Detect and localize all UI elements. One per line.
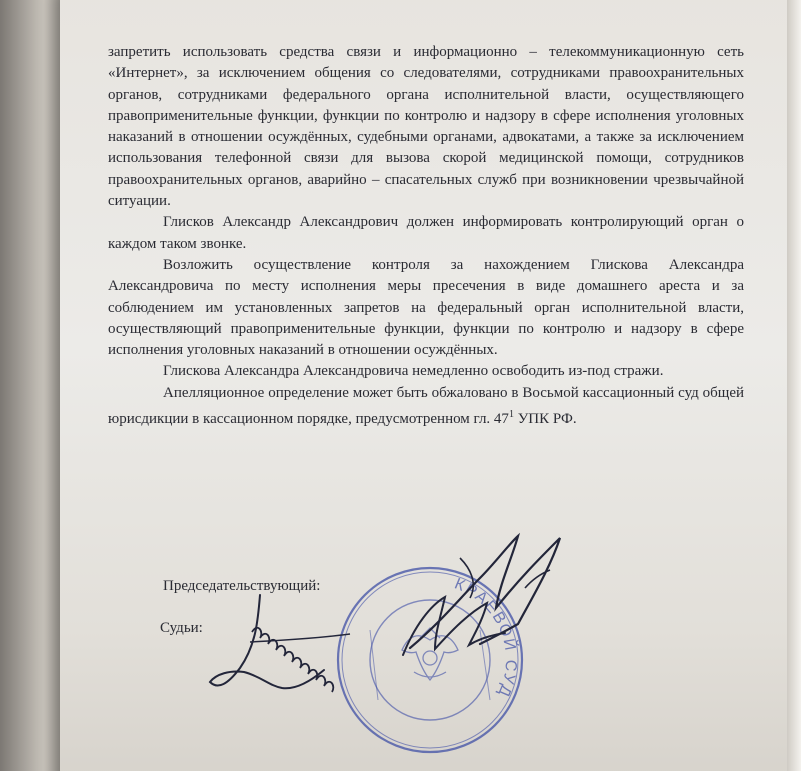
judges-label: Судьи: <box>160 620 203 636</box>
judge-signature-right-icon <box>395 585 515 665</box>
seal-ring-text: КРАЕВОЙ СУД <box>452 575 520 701</box>
appeal-text: Апелляционное определение может быть обжаловано в Восьмой кассационный суд общей юрисдикции в кассационном порядке, предусмотренном гл. 47 <box>108 384 744 428</box>
appeal-superscript: 1 <box>508 409 514 421</box>
paragraph-appeal <box>108 383 744 431</box>
appeal-tail: УПК РФ. <box>513 411 577 428</box>
paragraph-inform-obligation: Глисков Александр Александрович должен информировать контролирующий орган о каждом таком звонке. <box>108 214 744 252</box>
paragraph-communication-ban: запретить использовать средства связи и информационно – телекоммуникационную сеть «Интернет», за исключением общения со следователями, сотрудниками правоохранительных органов, сотрудниками федерального органа исполнительной власти, осуществляющего правоприменительные функции, функции по контролю и надзору в сфере исполнения уголовных наказаний в отношении осуждённых, судебными органами, адвокатами, а также за исключением использования телефонной связи для вызова скорой медицинской помощи, сотрудников правоохранительных органов, аварийно – спасательных служб при возникновении чрезвычайной ситуации. <box>108 44 744 210</box>
presiding-judge-label: Председательствующий: <box>163 578 321 594</box>
document-body <box>108 42 744 430</box>
page-right-edge <box>787 0 801 771</box>
paragraph-release: Глискова Александра Александровича немедленно освободить из-под стражи. <box>163 363 664 380</box>
paragraph-control-assignment: Возложить осуществление контроля за нахождением Глискова Александра Александровича по месту исполнения меры пресечения в виде домашнего ареста и за соблюдением им установленных запретов на федеральный орган исполнительной власти, осуществляющий правоприменительные функции, функции по контролю и надзору в сфере исполнения уголовных наказаний в отношении осуждённых. <box>108 256 744 359</box>
judge-signature-left-icon <box>200 590 380 700</box>
